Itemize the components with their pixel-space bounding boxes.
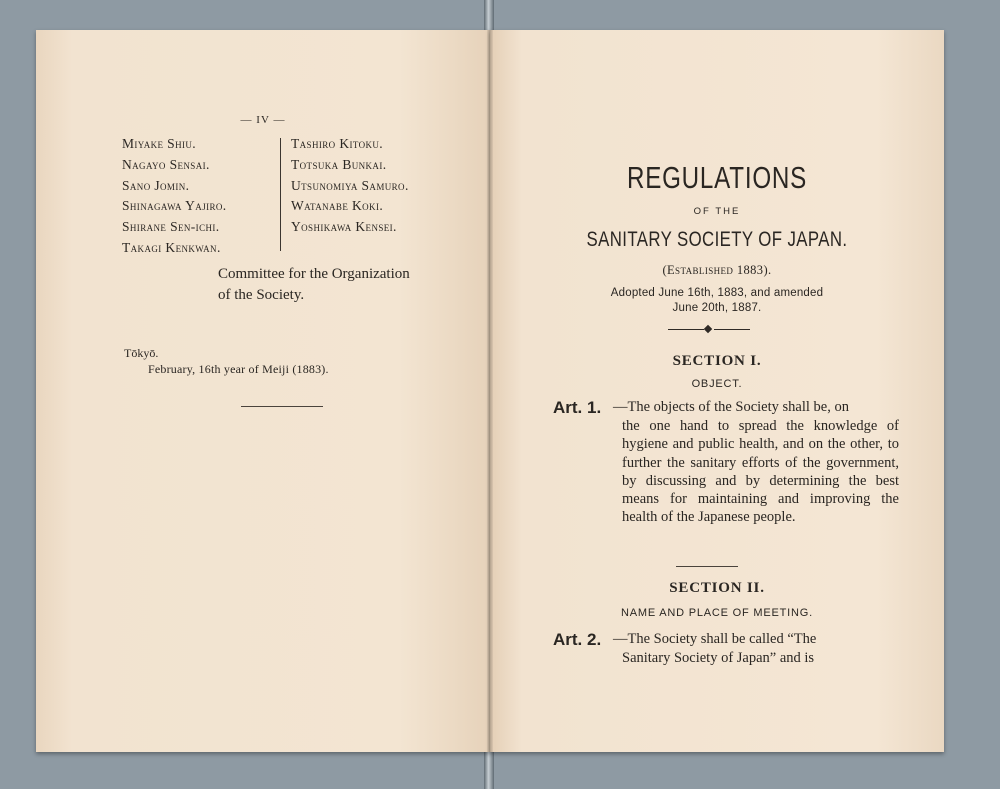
adoption-note	[490, 286, 944, 316]
article-2-first-line: —The Society shall be called “The	[613, 631, 817, 647]
member-name: Shinagawa Yajiro.	[122, 198, 227, 214]
column-divider	[280, 138, 281, 251]
adoption-line: Adopted June 16th, 1883, and amended	[610, 287, 824, 299]
left-page	[36, 30, 490, 752]
article-1-label: Art. 1.	[553, 398, 602, 417]
names-column-2	[291, 134, 461, 238]
society-name: SANITARY SOCIETY OF JAPAN.	[586, 228, 848, 251]
section-2-subheading: NAME AND PLACE OF MEETING.	[621, 607, 813, 619]
title-connector: OF THE	[693, 206, 741, 217]
member-name: Sano Jomin.	[122, 177, 190, 193]
page-number: — IV —	[240, 114, 286, 126]
committee-caption	[218, 264, 458, 306]
article-1-first-line: —The objects of the Society shall be, on	[613, 399, 849, 415]
member-name: Watanabe Koki.	[291, 198, 384, 214]
diamond-ornament-icon	[704, 325, 712, 333]
member-name: Utsunomiya Samuro.	[291, 177, 409, 193]
names-column-1	[122, 134, 284, 259]
member-name: Shirane Sen-ichi.	[122, 219, 220, 235]
committee-line: Committee for the Organization	[218, 266, 410, 282]
member-name: Nagayo Sensai.	[122, 156, 210, 172]
established-note: (Established 1883).	[662, 263, 772, 277]
section-2-heading: SECTION II.	[669, 580, 765, 596]
place-name: Tōkyō.	[124, 346, 159, 360]
book-gutter	[487, 30, 493, 752]
member-name: Yoshikawa Kensei.	[291, 219, 397, 235]
date-line: February, 16th year of Meiji (1883).	[148, 362, 329, 376]
article-1-body: the one hand to spread the knowledge of hygiene and public health, and on the other, to further the sanitary efforts of the government, by discussing and by determining the best means for maintaining and improving the health of the Japanese people.	[622, 418, 899, 526]
committee-line: of the Society.	[218, 287, 305, 303]
ornamental-rule	[668, 326, 750, 334]
member-name: Tashiro Kitoku.	[291, 136, 384, 151]
member-name: Takagi Kenkwan.	[122, 239, 221, 255]
divider-rule	[241, 406, 323, 407]
section-1-heading: SECTION I.	[672, 353, 762, 369]
document-title: REGULATIONS	[626, 160, 808, 195]
member-name: Miyake Shiu.	[122, 136, 197, 151]
article-2-label: Art. 2.	[553, 630, 602, 649]
divider-rule	[676, 566, 738, 567]
book-spread	[36, 30, 944, 752]
adoption-line: June 20th, 1887.	[672, 302, 762, 314]
member-name: Totsuka Bunkai.	[291, 156, 387, 172]
article-2-body: Sanitary Society of Japan” and is	[622, 650, 815, 666]
section-1-subheading: OBJECT.	[691, 378, 743, 390]
right-page	[490, 30, 944, 752]
